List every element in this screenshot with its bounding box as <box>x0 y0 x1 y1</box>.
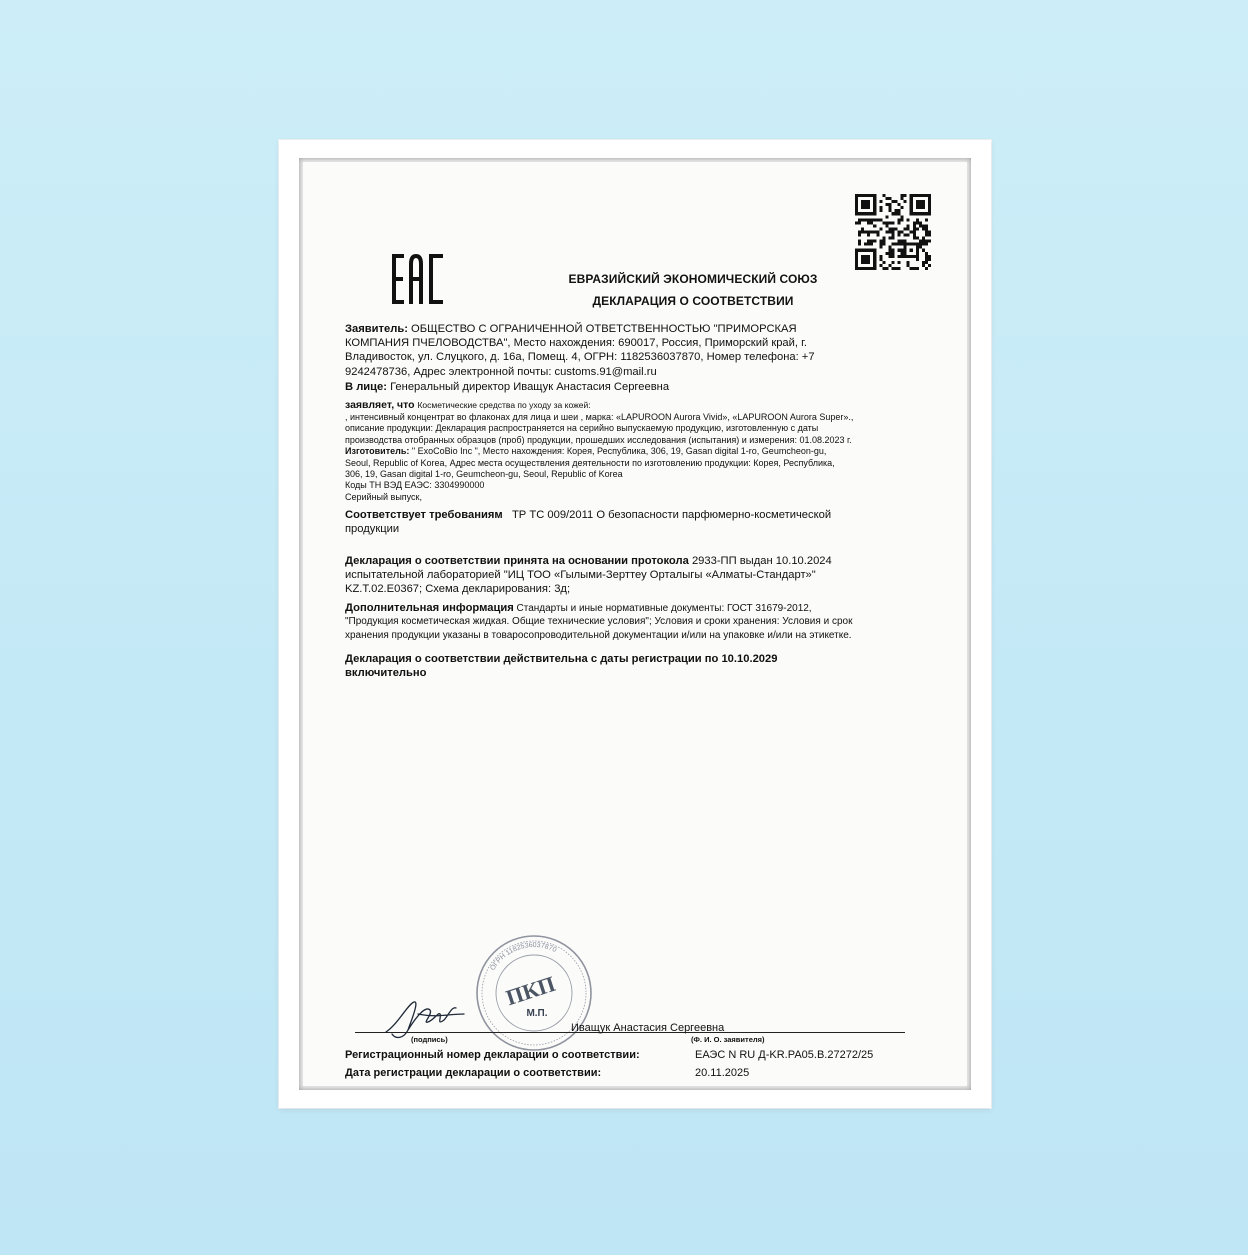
extra-info-block <box>345 602 935 642</box>
applicant-label: Заявитель: <box>345 323 408 335</box>
conforms-line: продукции <box>345 523 400 536</box>
reg-number: ЕАЭС N RU Д-KR.РА05.В.27272/25 <box>695 1049 874 1061</box>
applicant-line: ОБЩЕСТВО С ОГРАНИЧЕННОЙ ОТВЕТСТВЕННОСТЬЮ "ПРИМОРСКАЯ <box>411 323 797 335</box>
basis-line: испытательной лабораторией "ИЦ ТОО «Гылыми-Зерттеу Орталыгы «Алматы-Стандарт»" <box>345 569 816 582</box>
frame-mat <box>299 158 971 1090</box>
signer-name: Иващук Анастасия Сергеевна <box>571 1022 725 1034</box>
basis-block <box>345 554 925 597</box>
extra-label: Дополнительная информация <box>345 602 514 614</box>
signature-caption: (подпись) <box>411 1035 448 1044</box>
conforms-block <box>345 508 925 536</box>
eac-logo <box>392 254 444 304</box>
product-block <box>345 412 935 503</box>
basis-line: KZ.T.02.E0367; Схема декларирования: 3д; <box>345 583 571 596</box>
name-caption: (Ф. И. О. заявителя) <box>691 1035 765 1044</box>
company-seal <box>475 934 593 1052</box>
person-label: В лице: <box>345 381 387 393</box>
serial-release: Серийный выпуск, <box>345 491 422 502</box>
document-title: ДЕКЛАРАЦИЯ О СООТВЕТСТВИИ <box>592 294 794 308</box>
declaration-document <box>303 162 967 1086</box>
declares-block <box>345 398 925 412</box>
reg-date: 20.11.2025 <box>695 1067 750 1079</box>
manufacturer-label: Изготовитель: <box>345 446 410 457</box>
reg-date-label: Дата регистрации декларации о соответствии: <box>345 1067 602 1079</box>
product-line: производства отобранных образцов (проб) продукции, прошедших исследования (испытания) и измерения: 01.08.2023 г. <box>345 434 852 445</box>
validity-line: Декларация о соответствии действительна с даты регистрации по 10.10.2029 <box>345 653 778 665</box>
union-name: ЕВРАЗИЙСКИЙ ЭКОНОМИЧЕСКИЙ СОЮЗ <box>568 272 818 286</box>
conforms-line: ТР ТС 009/2011 О безопасности парфюмерно-косметической <box>511 509 832 521</box>
manufacturer-line: " ExoCoBio Inc ", Место нахождения: Корея, Республика, 306, 19, Gasan digital 1-ro, Geumcheon-gu, <box>411 446 827 457</box>
manufacturer-line: 306, 19, Gasan digital 1-ro, Geumcheon-gu, Seoul, Republic of Korea <box>345 469 623 480</box>
basis-label: Декларация о соответствии принята на основании протокола <box>345 555 689 567</box>
svg-text:ОГРН 1182536037870: ОГРН 1182536037870 <box>489 941 558 972</box>
applicant-line: КОМПАНИЯ ПЧЕЛОВОДСТВА", Место нахождения: 690017, Россия, Приморский край, г. <box>345 337 807 350</box>
applicant-block <box>345 322 925 379</box>
declares-label: заявляет, что <box>345 399 415 411</box>
validity-line: включительно <box>345 667 427 680</box>
conforms-label: Соответствует требованиям <box>345 509 503 521</box>
person-text: Генеральный директор Иващук Анастасия Сергеевна <box>390 381 670 393</box>
qr-code <box>855 194 931 270</box>
applicant-line: Владивосток, ул. Слуцкого, д. 16а, Помещ. 4, ОГРН: 1182536037870, Номер телефона: +7 <box>345 351 815 364</box>
extra-line: "Продукция косметическая жидкая. Общие технические условия"; Условия и сроки хранения: Условия и срок <box>345 616 853 628</box>
tnved-codes: Коды ТН ВЭД ЕАЭС: 3304990000 <box>345 480 485 491</box>
reg-number-label: Регистрационный номер декларации о соответствии: <box>345 1049 640 1061</box>
signature-line <box>355 1032 905 1033</box>
product-line: , интенсивный концентрат во флаконах для лица и шеи , марка: «LAPUROON Aurora Vivid», «LAPUROON Aurora Super»., <box>345 412 854 422</box>
basis-line: 2933-ПП выдан 10.10.2024 <box>691 555 832 567</box>
svg-text:ПКП: ПКП <box>502 970 559 1011</box>
product-line: описание продукции: Декларация распространяется на серийно выпускаемую продукцию, изготовленную с даты <box>345 423 819 434</box>
extra-line: хранения продукции указаны в товаросопроводительной документации и/или на упаковке и/или на этикетке. <box>345 629 852 641</box>
picture-frame <box>279 140 991 1108</box>
extra-line: Стандарты и иные нормативные документы: ГОСТ 31679-2012, <box>516 603 812 614</box>
svg-text:М.П.: М.П. <box>526 1008 548 1019</box>
manufacturer-line: Seoul, Republic of Korea, Адрес места осуществления деятельности по изготовлению продукции: Корея, Республика, <box>345 457 835 468</box>
applicant-line: 9242478736, Адрес электронной почты: customs.91@mail.ru <box>345 365 657 378</box>
person-block <box>345 380 925 394</box>
validity-block <box>345 652 925 680</box>
declares-text: Косметические средства по уходу за кожей: <box>417 400 591 410</box>
